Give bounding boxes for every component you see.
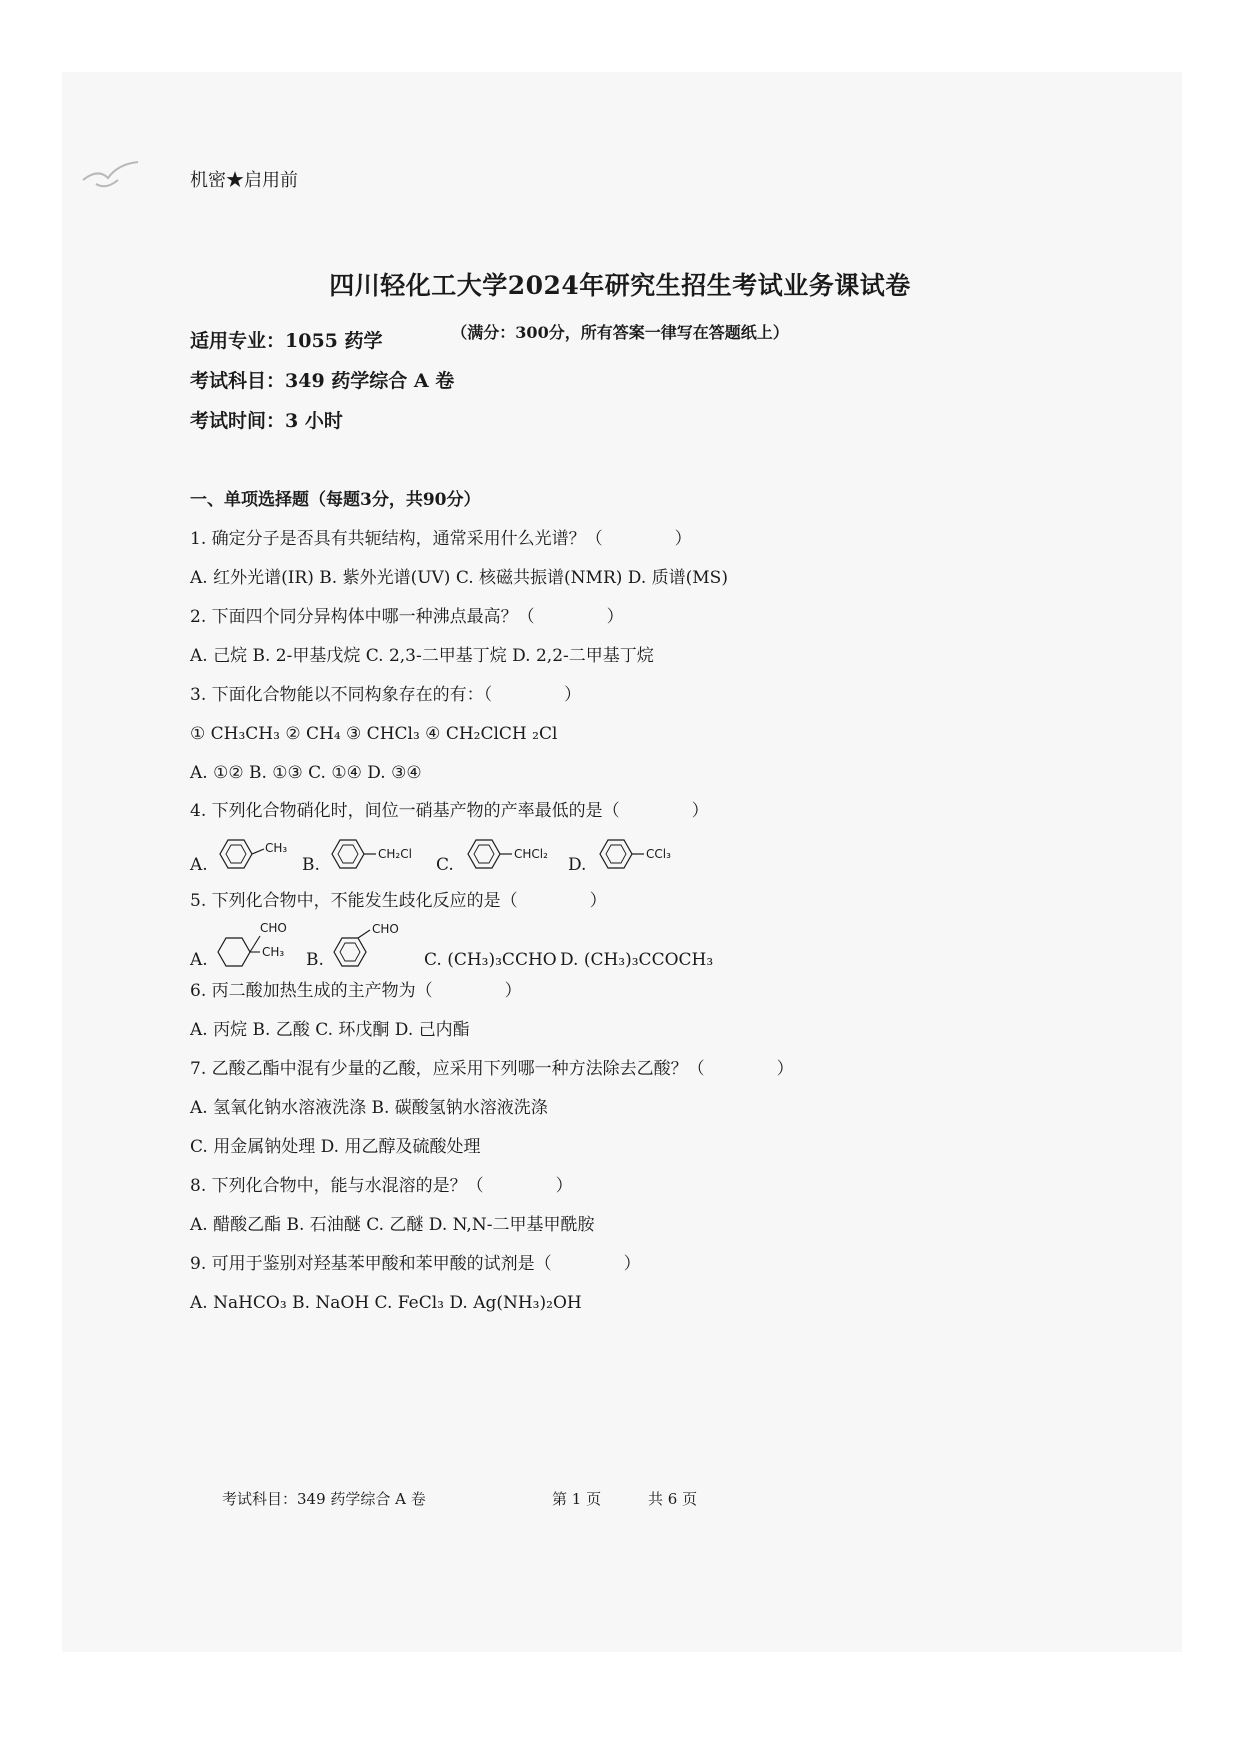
question-stem: 3. 下面化合物能以不同构象存在的有：（ — [190, 685, 493, 705]
option-b-label: B. — [302, 855, 320, 875]
question-stem: 5. 下列化合物中，不能发生歧化反应的是（ — [190, 891, 518, 911]
question-2-options: A. 己烷 B. 2-甲基戊烷 C. 2,3-二甲基丁烷 D. 2,2-二甲基丁烷 — [190, 646, 654, 666]
question-stem: 4. 下列化合物硝化时，间位一硝基产物的产率最低的是（ — [190, 801, 620, 821]
answer-bracket-close: ） — [564, 685, 582, 705]
question-stem: 9. 可用于鉴别对羟基苯甲酸和苯甲酸的试剂是（ — [190, 1254, 552, 1274]
question-3-options: A. ①② B. ①③ C. ①④ D. ③④ — [190, 763, 422, 783]
duration-line: 考试时间：3 小时 — [190, 410, 343, 432]
footer-subject: 考试科目：349 药学综合 A 卷 — [222, 1490, 426, 1508]
question-1-options: A. 红外光谱(IR) B. 紫外光谱(UV) C. 核磁共振谱(NMR) D. 质谱(MS) — [190, 568, 728, 588]
option-a-label: A. — [190, 855, 208, 875]
option-c-label: C. — [436, 855, 454, 875]
substituent-label: CH₃ — [265, 841, 288, 855]
answer-bracket-close: ） — [691, 801, 709, 821]
option-a-label: A. — [190, 950, 208, 970]
question-6 — [190, 981, 522, 1001]
substituent-label: CH₂Cl — [378, 847, 412, 861]
confidential-label: 机密★启用前 — [190, 170, 298, 191]
question-stem: 6. 丙二酸加热生成的主产物为（ — [190, 981, 433, 1001]
scan-smudge — [78, 150, 148, 200]
question-stem: 1. 确定分子是否具有共轭结构，通常采用什么光谱？（ — [190, 529, 603, 549]
question-2 — [190, 607, 624, 627]
ch3-label: CH₃ — [262, 945, 285, 959]
benzene-ccl3-structure — [592, 832, 692, 876]
footer-page-number: 第 1 页 — [552, 1490, 602, 1508]
benzene-ch3-structure — [212, 832, 302, 876]
benzene-ch2cl-structure — [324, 832, 424, 876]
answer-bracket-close: ） — [674, 529, 692, 549]
question-6-options: A. 丙烷 B. 乙酸 C. 环戊酮 D. 己内酯 — [190, 1020, 470, 1040]
question-stem: 2. 下面四个同分异构体中哪一种沸点最高？（ — [190, 607, 535, 627]
question-1 — [190, 529, 692, 549]
question-8 — [190, 1176, 573, 1196]
answer-bracket-close: ） — [776, 1059, 794, 1079]
exam-subtitle: （满分：300分，所有答案一律写在答题纸上） — [451, 323, 789, 342]
question-7-options-row2: C. 用金属钠处理 D. 用乙醇及硫酸处理 — [190, 1137, 481, 1157]
exam-title: 四川轻化工大学2024年研究生招生考试业务课试卷 — [329, 271, 911, 300]
option-b-label: B. — [306, 950, 324, 970]
question-9 — [190, 1254, 641, 1274]
question-5-option-d: D. (CH₃)₃CCOCH₃ — [560, 950, 714, 970]
question-8-options: A. 醋酸乙酯 B. 石油醚 C. 乙醚 D. N,N-二甲基甲酰胺 — [190, 1215, 595, 1235]
cyclohexane-cho-ch3-structure — [212, 918, 302, 974]
substituent-label: CCl₃ — [646, 847, 671, 861]
major-line: 适用专业：1055 药学 — [190, 330, 383, 352]
question-3-compounds: ① CH₃CH₃ ② CH₄ ③ CHCl₃ ④ CH₂ClCH ₂Cl — [190, 724, 558, 744]
section-heading: 一、单项选择题（每题3分，共90分） — [190, 490, 481, 510]
option-d-label: D. — [568, 855, 587, 875]
question-5-option-c: C. (CH₃)₃CCHO — [424, 950, 557, 970]
answer-bracket-close: ） — [589, 891, 607, 911]
question-9-options: A. NaHCO₃ B. NaOH C. FeCl₃ D. Ag(NH₃)₂OH — [190, 1293, 582, 1313]
cho-label: CHO — [372, 922, 399, 936]
answer-bracket-close: ） — [623, 1254, 641, 1274]
subject-line: 考试科目：349 药学综合 A 卷 — [190, 370, 455, 392]
answer-bracket-close: ） — [555, 1176, 573, 1196]
footer-total-pages: 共 6 页 — [648, 1490, 698, 1508]
answer-bracket-close: ） — [504, 981, 522, 1001]
question-7-options-row1: A. 氢氧化钠水溶液洗涤 B. 碳酸氢钠水溶液洗涤 — [190, 1098, 548, 1118]
question-5 — [190, 891, 607, 911]
question-3 — [190, 685, 581, 705]
benzaldehyde-structure — [326, 918, 416, 974]
benzene-chcl2-structure — [460, 832, 560, 876]
question-7 — [190, 1059, 794, 1079]
cho-label: CHO — [260, 921, 287, 935]
substituent-label: CHCl₂ — [514, 847, 548, 861]
question-stem: 8. 下列化合物中，能与水混溶的是？（ — [190, 1176, 484, 1196]
question-stem: 7. 乙酸乙酯中混有少量的乙酸，应采用下列哪一种方法除去乙酸？（ — [190, 1059, 705, 1079]
question-4 — [190, 801, 709, 821]
answer-bracket-close: ） — [606, 607, 624, 627]
